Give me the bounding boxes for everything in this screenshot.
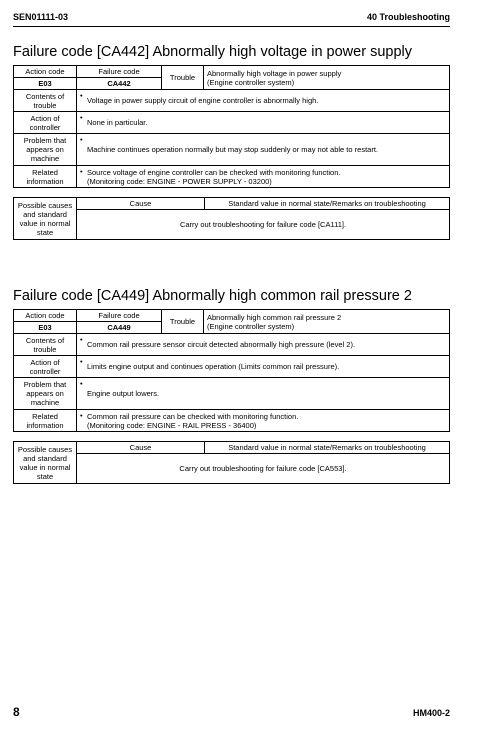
failure-code-label: Failure code (77, 66, 162, 78)
related-label: Related information (14, 166, 77, 188)
trouble-label: Trouble (162, 310, 204, 334)
failure-info-table (13, 65, 450, 188)
action-label: Action of controller (14, 112, 77, 134)
action-code-label: Action code (14, 66, 77, 78)
failure-code-label: Failure code (77, 310, 162, 322)
section-title: 40 Troubleshooting (366, 12, 450, 22)
contents-value: • Common rail pressure sensor circuit detected abnormally high pressure (level 2). (77, 334, 450, 356)
failure-info-table (13, 309, 450, 432)
section-title: Failure code [CA442] Abnormally high voltage in power supply (13, 44, 412, 60)
standard-header: Standard value in normal state/Remarks on troubleshooting (205, 198, 450, 210)
trouble-line-1: Abnormally high voltage in power supply (207, 68, 342, 78)
action-value: • None in particular. (77, 112, 450, 134)
cause-text: Carry out troubleshooting for failure code [CA111]. (77, 210, 450, 240)
problem-value: • Engine output lowers. (77, 378, 450, 410)
failure-code-value: CA442 (77, 78, 162, 90)
trouble-line-2: (Engine controller system) (207, 321, 295, 331)
standard-header: Standard value in normal state/Remarks on troubleshooting (205, 442, 450, 454)
failure-code-value: CA449 (77, 322, 162, 334)
failure-section-ca442 (13, 44, 450, 240)
contents-label: Contents of trouble (14, 90, 77, 112)
action-code-value: E03 (14, 78, 77, 90)
action-code-value: E03 (14, 322, 77, 334)
cause-header: Cause (77, 442, 205, 454)
doc-code: SEN01111-03 (13, 12, 69, 22)
problem-label: Problem that appears on machine (14, 134, 77, 166)
header-divider (13, 26, 450, 27)
possible-causes-label: Possible causes and standard value in normal state (14, 198, 77, 240)
possible-causes-label: Possible causes and standard value in normal state (14, 442, 77, 484)
action-label: Action of controller (14, 356, 77, 378)
problem-value: • Machine continues operation normally but may stop suddenly or may not able to restart. (77, 134, 450, 166)
trouble-line-2: (Engine controller system) (207, 77, 295, 87)
possible-causes-table (13, 441, 450, 484)
cause-text: Carry out troubleshooting for failure code [CA553]. (77, 454, 450, 484)
trouble-label: Trouble (162, 66, 204, 90)
related-label: Related information (14, 410, 77, 432)
section-title: Failure code [CA449] Abnormally high common rail pressure 2 (13, 288, 412, 304)
trouble-description (204, 66, 450, 90)
trouble-line-1: Abnormally high common rail pressure 2 (207, 312, 342, 322)
failure-section-ca449 (13, 288, 450, 484)
related-value: • Source voltage of engine controller can be checked with monitoring function. (Monitoring code: ENGINE - POWER SUPPLY - 03200) (77, 166, 450, 188)
cause-header: Cause (77, 198, 205, 210)
contents-label: Contents of trouble (14, 334, 77, 356)
problem-label: Problem that appears on machine (14, 378, 77, 410)
trouble-description (204, 310, 450, 334)
action-code-label: Action code (14, 310, 77, 322)
page-number: 8 (13, 705, 20, 719)
related-value: • Common rail pressure can be checked with monitoring function. (Monitoring code: ENGINE - RAIL PRESS - 36400) (77, 410, 450, 432)
contents-value: • Voltage in power supply circuit of engine controller is abnormally high. (77, 90, 450, 112)
model-name: HM400-2 (412, 708, 450, 718)
possible-causes-table (13, 197, 450, 240)
action-value: • Limits engine output and continues operation (Limits common rail pressure). (77, 356, 450, 378)
